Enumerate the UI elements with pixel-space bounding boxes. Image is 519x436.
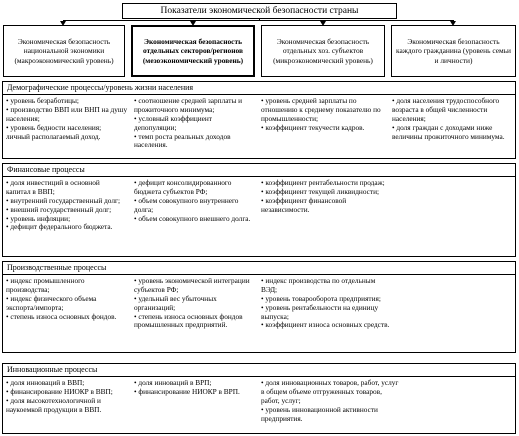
indicator-column bbox=[261, 277, 393, 330]
indicator-item: • дефицит федерального бюджета. bbox=[6, 222, 113, 232]
indicator-item: • доля инвестиций в основной капитал в ВВП; bbox=[6, 178, 100, 196]
indicator-item: • индекс физического объема экспорта/импорта; bbox=[6, 293, 97, 312]
indicator-item: • соотношение средней зарплаты и прожиточного минимума; bbox=[134, 96, 243, 114]
indicator-column bbox=[6, 277, 124, 321]
indicator-column bbox=[261, 379, 401, 423]
level-box-personal bbox=[391, 25, 516, 77]
indicator-column bbox=[392, 97, 514, 141]
indicator-item: • уровень бедности населения; bbox=[6, 122, 102, 132]
indicator-item: • коэффициент износа основных средств. bbox=[261, 320, 390, 330]
indicator-column bbox=[134, 179, 256, 223]
indicator-item: • производство ВВП или ВНП на душу населения; bbox=[6, 104, 128, 123]
indicator-item: • условный коэффициент депопуляции; bbox=[134, 113, 212, 132]
indicator-item: • уровень инфляции; bbox=[6, 213, 71, 223]
section-production bbox=[2, 261, 516, 353]
section-title: Инновационные процессы bbox=[3, 364, 515, 377]
diagram-title: Показатели экономической безопасности страны bbox=[122, 3, 397, 19]
indicator-item: • уровень инновационной активности предприятия. bbox=[261, 404, 378, 423]
indicator-item: • коэффициент рентабельности продаж; bbox=[261, 178, 385, 187]
level-box-meso bbox=[131, 25, 255, 77]
indicator-item: • коэффициент текущей ликвидности; bbox=[261, 186, 380, 196]
level-label: Экономическая безопасность национальной экономики (макроэкономический уровень) bbox=[14, 37, 114, 65]
section-demographic bbox=[2, 81, 516, 159]
indicator-item: • доля инноваций в ВРП; bbox=[134, 378, 212, 387]
indicator-item: • уровень средней зарплаты по отношению к среднему показателю по промышленности; bbox=[261, 96, 381, 123]
section-title: Производственные процессы bbox=[3, 262, 515, 275]
level-connector bbox=[63, 20, 453, 21]
indicator-column bbox=[261, 179, 385, 215]
indicator-item: • доля граждан с доходами ниже величины прожиточного минимума. bbox=[392, 122, 505, 141]
indicator-item: • темп роста реальных доходов населения. bbox=[134, 131, 231, 150]
indicator-column bbox=[134, 97, 256, 150]
indicator-column bbox=[6, 179, 124, 232]
indicator-column bbox=[6, 379, 120, 415]
indicator-column bbox=[261, 97, 389, 133]
indicator-item: • уровень товарооборота предприятия; bbox=[261, 293, 381, 303]
indicator-item: • доля инновационных товаров, работ, услуг в общем объеме отгруженных товаров, работ, услуг; bbox=[261, 378, 399, 405]
indicator-item: • объем совокупного внешнего долга. bbox=[134, 213, 251, 223]
indicator-item: • уровень рентабельности на единицу выпуска; bbox=[261, 302, 379, 321]
level-box-micro bbox=[261, 25, 385, 77]
indicator-item: • индекс производства по отдельным ВЭД; bbox=[261, 276, 376, 294]
level-label: Экономическая безопасность отдельных хоз. субъектов (микроэкономический уровень) bbox=[273, 37, 373, 65]
indicator-item: • удельный вес убыточных организаций; bbox=[134, 293, 217, 312]
indicator-column bbox=[134, 277, 252, 330]
indicator-item: • объем совокупного внутреннего долга; bbox=[134, 195, 239, 214]
indicator-column bbox=[6, 97, 128, 141]
section-innovation bbox=[2, 363, 516, 434]
indicator-item: • индекс промышленного производства; bbox=[6, 276, 85, 294]
indicator-item: • уровень безработицы; bbox=[6, 96, 79, 105]
indicator-item: • степень износа основных фондов промышленных предприятий. bbox=[134, 311, 243, 330]
indicator-item: • уровень экономической интеграции субъектов РФ; bbox=[134, 276, 250, 294]
section-financial bbox=[2, 163, 516, 257]
indicator-item: • финансирование НИОКР в ВВП; bbox=[6, 386, 113, 396]
indicator-item: личный располагаемый доход. bbox=[6, 131, 101, 141]
indicator-item: • внешний государственный долг; bbox=[6, 204, 112, 214]
section-title: Демографические процессы/уровень жизни населения bbox=[3, 82, 515, 95]
indicator-item: • доля высокотехнологичной и наукоемкой продукции в ВВП. bbox=[6, 395, 102, 414]
indicator-column bbox=[134, 379, 252, 397]
level-box-macro bbox=[3, 25, 125, 77]
indicator-item: • коэффициент текучести кадров. bbox=[261, 122, 365, 132]
level-label: Экономическая безопасность каждого гражданина (уровень семьи и личности) bbox=[396, 37, 511, 65]
section-title: Финансовые процессы bbox=[3, 164, 515, 177]
indicator-item: • дефицит консолидированного бюджета субъектов РФ; bbox=[134, 178, 232, 196]
indicator-item: • внутренний государственный долг; bbox=[6, 195, 120, 205]
indicator-item: • коэффициент финансовой независимости. bbox=[261, 195, 347, 214]
indicator-item: • степень износа основных фондов. bbox=[6, 311, 117, 321]
indicator-item: • доля инноваций в ВВП; bbox=[6, 378, 85, 387]
indicator-item: • финансирование НИОКР в ВРП. bbox=[134, 386, 240, 396]
level-label: Экономическая безопасность отдельных секторов/регионов (мезоэкономический уровень) bbox=[142, 37, 244, 65]
indicator-item: • доля населения трудоспособного возраста в общей численности населения; bbox=[392, 96, 500, 123]
